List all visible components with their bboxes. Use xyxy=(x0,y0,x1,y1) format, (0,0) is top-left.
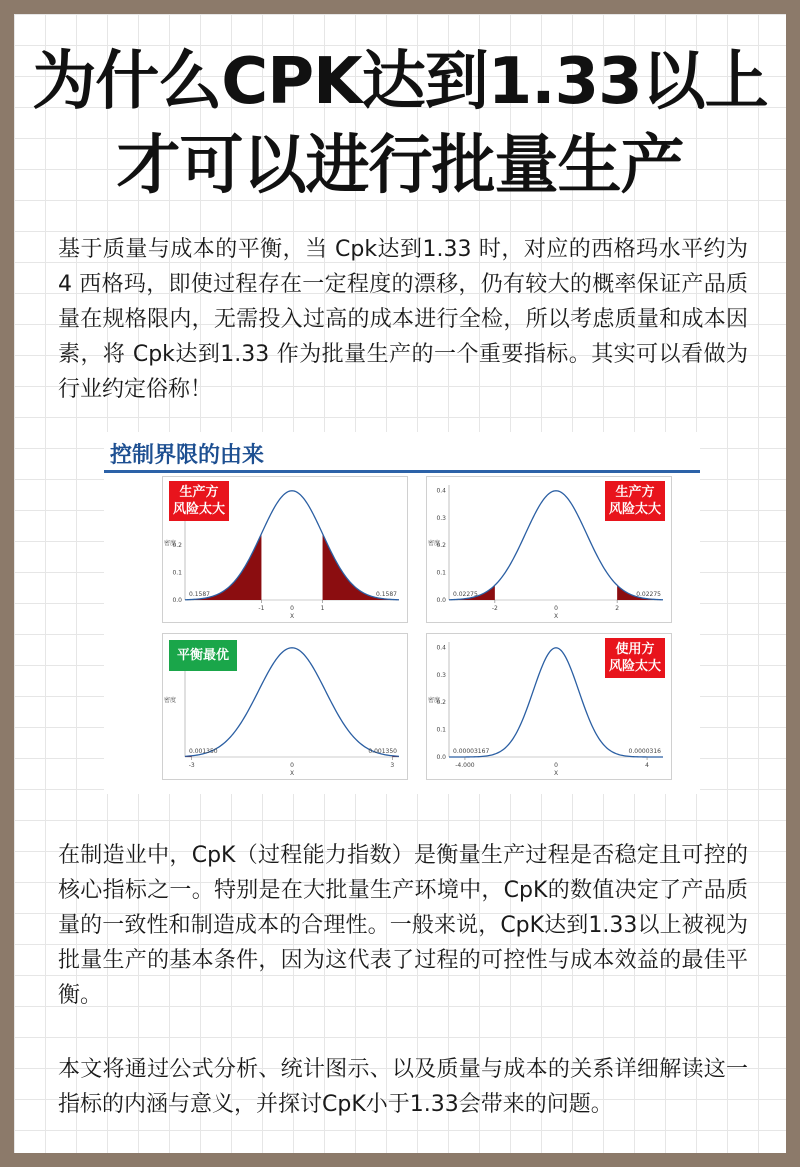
risk-badge xyxy=(605,481,665,521)
left-tail-probability: 0.1587 xyxy=(189,591,210,598)
y-axis-label: 密度 xyxy=(163,540,177,548)
left-tail-probability: 0.00003167 xyxy=(453,748,490,755)
x-axis-label: X xyxy=(553,770,559,777)
y-tick-label: 0.1 xyxy=(436,569,446,577)
risk-badge-line: 生产方 xyxy=(615,485,655,500)
x-axis-label: X xyxy=(289,770,295,777)
y-axis-label: 密度 xyxy=(427,697,441,705)
risk-badge-line: 风险太大 xyxy=(173,502,226,517)
intro-paragraph: 基于质量与成本的平衡，当 Cpk达到1.33 时，对应的西格玛水平约为 4 西格玛，即使过程存在一定程度的漂移，仍有较大的概率保证产品质量在规格限内，无需投入过高的成本进行全检，所以考虑质量和成本因素，将 Cpk达到1.33 作为批量生产的一个重要指标。其实可以看做为行业约定俗称！ xyxy=(58,237,748,402)
x-tick-label: 1 xyxy=(320,605,325,612)
y-tick-label: 0.1 xyxy=(436,726,446,734)
y-tick-label: 0.2 xyxy=(436,542,446,550)
cpk-explanation-paragraph: 在制造业中，CpK（过程能力指数）是衡量生产过程是否稳定且可控的核心指标之一。特别是在大批量生产环境中，CpK的数值决定了产品质量的一致性和制造成本的合理性。一般来说，CpK达到1.33以上被视为批量生产的基本条件，因为这代表了过程的可控性与成本效益的最佳平衡。 xyxy=(58,843,748,1008)
distribution-panel-4 xyxy=(426,633,672,780)
x-tick-label: -2 xyxy=(491,605,498,612)
risk-badge-line: 风险太大 xyxy=(608,659,661,674)
y-tick-label: 0.0 xyxy=(436,754,446,761)
risk-badge xyxy=(169,481,229,521)
distribution-panel-2 xyxy=(426,476,672,623)
x-tick-label: -3 xyxy=(188,762,195,769)
control-limits-figure xyxy=(104,432,700,794)
article-summary-paragraph: 本文将通过公式分析、统计图示、以及质量与成本的关系详细解读这一指标的内涵与意义，并探讨CpK小于1.33会带来的问题。 xyxy=(58,1057,748,1117)
figure-title: 控制界限的由来 xyxy=(110,443,265,468)
x-axis-label: X xyxy=(553,613,559,620)
risk-badge-line: 风险太大 xyxy=(608,502,661,517)
x-tick-label: -4.000 xyxy=(455,762,475,769)
y-tick-label: 0.3 xyxy=(436,514,446,522)
right-tail-probability: 0.001350 xyxy=(368,748,397,755)
left-tail-probability: 0.02275 xyxy=(453,591,478,598)
y-tick-label: 0.2 xyxy=(172,542,182,550)
risk-badge-line: 平衡最优 xyxy=(177,648,230,663)
x-tick-label: 0 xyxy=(554,605,558,612)
x-tick-label: 0 xyxy=(290,605,294,612)
x-tick-label: 4 xyxy=(645,762,649,769)
y-axis-label: 密度 xyxy=(163,697,177,705)
y-tick-label: 0.0 xyxy=(172,597,182,604)
figure-title-underline xyxy=(104,470,700,473)
x-tick-label: 0 xyxy=(290,762,294,769)
y-tick-label: 0.4 xyxy=(436,644,446,652)
y-axis-label: 密度 xyxy=(427,540,441,548)
y-tick-label: 0.0 xyxy=(436,597,446,604)
page-title xyxy=(0,40,800,208)
right-tail-probability: 0.02275 xyxy=(636,591,661,598)
distribution-panel-1 xyxy=(162,476,408,623)
x-axis-label: X xyxy=(289,613,295,620)
risk-badge-line: 使用方 xyxy=(615,642,655,657)
y-tick-label: 0.4 xyxy=(436,487,446,495)
x-tick-label: 0 xyxy=(554,762,558,769)
risk-badge xyxy=(605,638,665,678)
x-tick-label: 3 xyxy=(390,762,395,769)
title-line-1: 为什么CPK达到1.33以上 xyxy=(32,45,768,119)
risk-badge-line: 生产方 xyxy=(179,485,219,500)
x-tick-label: 2 xyxy=(615,605,620,612)
left-tail-probability: 0.001350 xyxy=(189,748,218,755)
y-tick-label: 0.1 xyxy=(172,569,182,577)
y-tick-label: 0.3 xyxy=(436,671,446,679)
distribution-panel-3 xyxy=(162,633,408,780)
x-tick-label: -1 xyxy=(258,605,265,612)
y-tick-label: 0.2 xyxy=(436,699,446,707)
right-tail-probability: 0.0000316 xyxy=(628,748,661,755)
risk-badge xyxy=(169,640,237,671)
title-line-2: 才可以进行批量生产 xyxy=(116,129,684,203)
right-tail-probability: 0.1587 xyxy=(376,591,397,598)
